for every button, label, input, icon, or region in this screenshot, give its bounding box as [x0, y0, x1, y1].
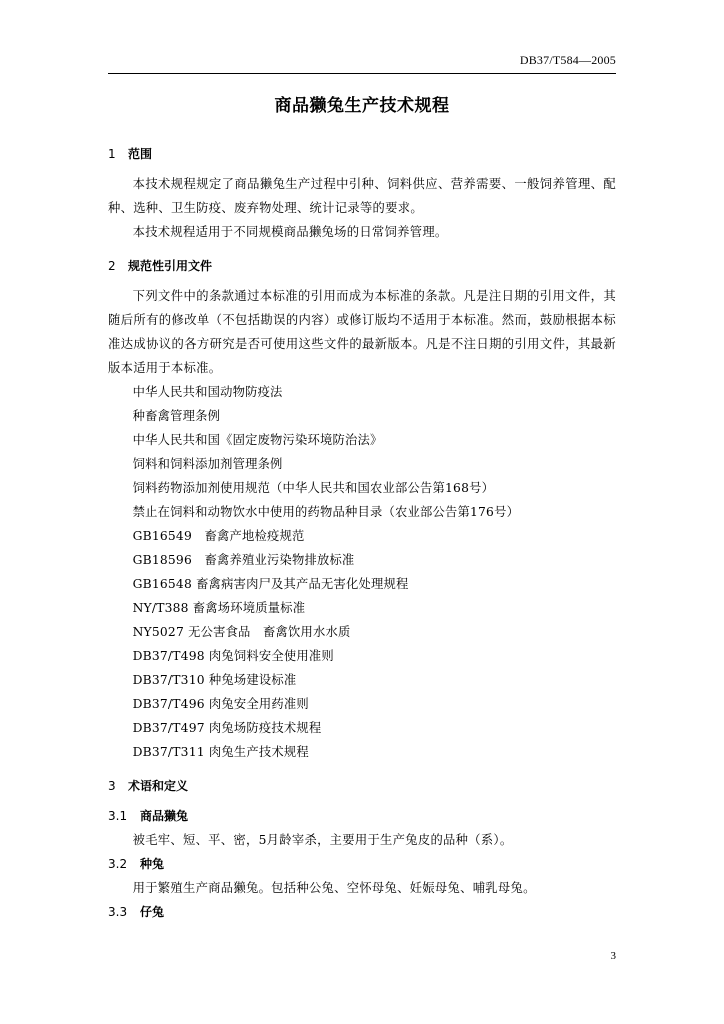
term-number: 3.3 [108, 905, 128, 919]
reference-item: 中华人民共和国《固定废物污染环境防治法》 [132, 433, 383, 447]
reference-list [108, 380, 616, 764]
header-rule [108, 73, 616, 74]
document-title: 商品獭兔生产技术规程 [274, 96, 450, 116]
reference-item: 种畜禽管理条例 [132, 409, 221, 423]
reference-item: DB37/T498 肉兔饲料安全使用准则 [132, 649, 334, 663]
term-label: 商品獭兔 [140, 809, 189, 823]
term-3-2-heading [108, 852, 616, 876]
reference-item: DB37/T496 肉兔安全用药准则 [132, 697, 309, 711]
section-number: 1 [108, 147, 116, 161]
term-number: 3.1 [108, 809, 128, 823]
reference-item: GB16548 畜禽病害肉尸及其产品无害化处理规程 [132, 577, 409, 591]
section-label: 术语和定义 [128, 779, 189, 793]
section-label: 范围 [128, 147, 153, 161]
reference-item: DB37/T310 种兔场建设标准 [132, 673, 297, 687]
term-3-3-heading [108, 900, 616, 924]
references-intro: 下列文件中的条款通过本标准的引用而成为本标准的条款。凡是注日期的引用文件，其随后所有的修改单（不包括勘误的内容）或修订版均不适用于本标准。然而，鼓励根据本标准达成协议的各方研究是否可使用这些文件的最新版本。凡是不注日期的引用文件，其最新版本适用于本标准。 [108, 289, 616, 375]
section-number: 2 [108, 259, 116, 273]
reference-item: DB37/T311 肉兔生产技术规程 [132, 745, 309, 759]
reference-item: 中华人民共和国动物防疫法 [132, 385, 283, 399]
reference-item: NY/T388 畜禽场环境质量标准 [132, 601, 306, 615]
page-number: 3 [610, 950, 616, 962]
section-3-heading [108, 774, 616, 798]
section-2-heading [108, 254, 616, 278]
term-number: 3.2 [108, 857, 128, 871]
term-definition: 用于繁殖生产商品獭兔。包括种公兔、空怀母兔、妊娠母兔、哺乳母兔。 [132, 881, 536, 895]
reference-item: 禁止在饲料和动物饮水中使用的药物品种目录（农业部公告第176号） [132, 505, 520, 519]
term-label: 仔兔 [140, 905, 165, 919]
reference-item: 饲料药物添加剂使用规范（中华人民共和国农业部公告第168号） [132, 481, 495, 495]
section-label: 规范性引用文件 [128, 259, 213, 273]
term-definition: 被毛牢、短、平、密，5月龄宰杀，主要用于生产兔皮的品种（系）。 [132, 833, 513, 847]
reference-item: GB16549 畜禽产地检疫规范 [132, 529, 305, 543]
reference-item: NY5027 无公害食品 畜禽饮用水水质 [132, 625, 351, 639]
standard-code: DB37/T584—2005 [519, 53, 616, 67]
section-1-heading [108, 142, 616, 166]
term-label: 种兔 [140, 857, 165, 871]
document-body [108, 142, 616, 924]
reference-item: GB18596 畜禽养殖业污染物排放标准 [132, 553, 355, 567]
section-number: 3 [108, 779, 116, 793]
term-3-1-heading [108, 804, 616, 828]
reference-item: DB37/T497 肉兔场防疫技术规程 [132, 721, 322, 735]
scope-paragraph: 本技术规程规定了商品獭兔生产过程中引种、饲料供应、营养需要、一般饲养管理、配种、选种、卫生防疫、废弃物处理、统计记录等的要求。 [108, 177, 616, 215]
scope-paragraph: 本技术规程适用于不同规模商品獭兔场的日常饲养管理。 [132, 225, 448, 239]
reference-item: 饲料和饲料添加剂管理条例 [132, 457, 283, 471]
